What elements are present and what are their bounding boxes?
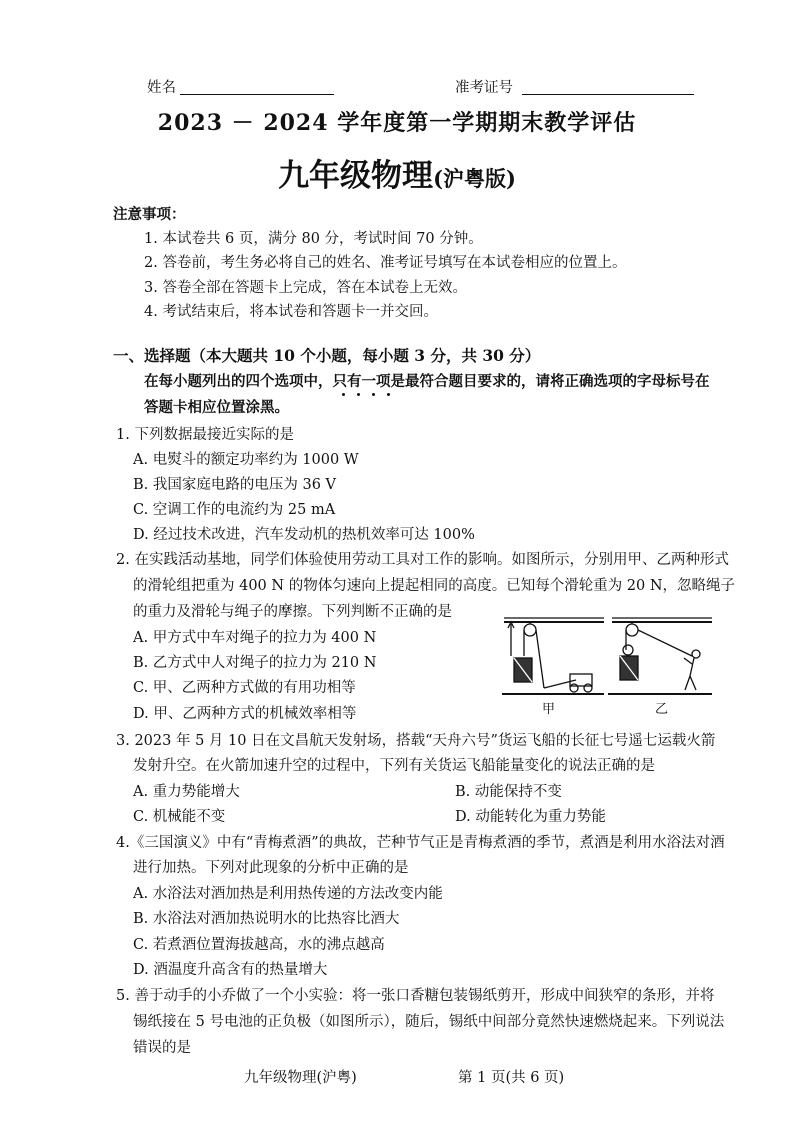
emphasis-dot	[387, 393, 390, 396]
emphasis-dot	[342, 393, 345, 396]
notice-item: 4. 考试结束后，将本试卷和答题卡一并交回。	[144, 304, 438, 320]
notice-item: 3. 答卷全部在答题卡上完成，答在本试卷上无效。	[144, 280, 467, 296]
question-stem: 错误的是	[133, 1040, 191, 1056]
name-field[interactable]	[180, 78, 334, 95]
question-stem: 进行加热。下列对此现象的分析中正确的是	[133, 860, 409, 876]
option: C. 空调工作的电流约为 25 mA	[133, 502, 336, 518]
question-stem: 4.《三国演义》中有“青梅煮酒”的典故，芒种节气正是青梅煮酒的季节，煮酒是利用水浴法对酒	[116, 835, 725, 851]
section-instruction: 在每小题列出的四个选项中，只有一项是最符合题目要求的，请将正确选项的字母标号在	[144, 373, 710, 390]
exam-id-label: 准考证号	[455, 80, 513, 96]
notice-heading: 注意事项：	[113, 206, 186, 223]
option: A. 甲方式中车对绳子的拉力为 400 N	[133, 630, 377, 646]
option: D. 酒温度升高含有的热量增大	[133, 962, 328, 978]
option: A. 水浴法对酒加热是利用热传递的方法改变内能	[133, 886, 443, 902]
question-stem: 发射升空。在火箭加速升空的过程中，下列有关货运飞船能量变化的说法正确的是	[133, 758, 655, 774]
pulley-figure	[500, 616, 715, 714]
option: A. 电熨斗的额定功率约为 1000 W	[133, 452, 359, 468]
footer-page-number: 第 1 页(共 6 页)	[458, 1070, 565, 1086]
option: B. 乙方式中人对绳子的拉力为 210 N	[133, 655, 377, 671]
name-label: 姓名	[147, 80, 176, 96]
exam-title: 2023 － 2024 学年度第一学期期末教学评估	[157, 110, 637, 136]
option: D. 动能转化为重力势能	[455, 809, 606, 825]
option: A. 重力势能增大	[133, 784, 240, 800]
section-instruction: 答题卡相应位置涂黑。	[144, 399, 289, 416]
subject-title	[0, 150, 794, 195]
option: C. 机械能不变	[133, 809, 226, 825]
question-stem: 3. 2023 年 5 月 10 日在文昌航天发射场，搭载“天舟六号”货运飞船的长征七号遥七运载火箭	[116, 733, 716, 749]
option: B. 水浴法对酒加热说明水的比热容比酒大	[133, 911, 400, 927]
figure-label-b: 乙	[655, 702, 669, 717]
option: D. 甲、乙两种方式的机械效率相等	[133, 706, 357, 722]
question-stem: 锡纸接在 5 号电池的正负极（如图所示），随后，锡纸中间部分竟然快速燃烧起来。下列说法	[133, 1014, 725, 1030]
option: C. 甲、乙两种方式做的有用功相等	[133, 680, 356, 696]
edition-label: (沪粤版)	[433, 166, 516, 191]
section-heading: 一、选择题（本大题共 10 个小题，每小题 3 分，共 30 分）	[113, 346, 541, 365]
option: C. 若煮酒位置海拔越高，水的沸点越高	[133, 937, 385, 953]
option: D. 经过技术改进，汽车发动机的热机效率可达 100%	[133, 527, 475, 543]
option: B. 动能保持不变	[455, 784, 562, 800]
footer-subject: 九年级物理(沪粤)	[244, 1070, 357, 1086]
notice-item: 1. 本试卷共 6 页，满分 80 分，考试时间 70 分钟。	[144, 231, 483, 247]
exam-id-field[interactable]	[522, 78, 694, 95]
question-stem: 的滑轮组把重为 400 N 的物体匀速向上提起相同的高度。已知每个滑轮重为 20 N，忽略绳子	[133, 578, 736, 594]
subject-name: 九年级物理	[278, 158, 434, 194]
figure-label-a: 甲	[542, 702, 556, 717]
question-stem: 5. 善于动手的小乔做了一个小实验：将一张口香糖包装锡纸剪开，形成中间狭窄的条形，并将	[116, 988, 715, 1004]
emphasis-dot	[372, 393, 375, 396]
notice-item: 2. 答卷前，考生务必将自己的姓名、准考证号填写在本试卷相应的位置上。	[144, 255, 627, 271]
question-stem: 1. 下列数据最接近实际的是	[116, 427, 294, 443]
question-stem: 的重力及滑轮与绳子的摩擦。下列判断不正确的是	[133, 604, 452, 620]
question-stem: 2. 在实践活动基地，同学们体验使用劳动工具对工作的影响。如图所示，分别用甲、乙两种形式	[116, 552, 729, 568]
emphasis-dot	[357, 393, 360, 396]
option: B. 我国家庭电路的电压为 36 V	[133, 477, 337, 493]
